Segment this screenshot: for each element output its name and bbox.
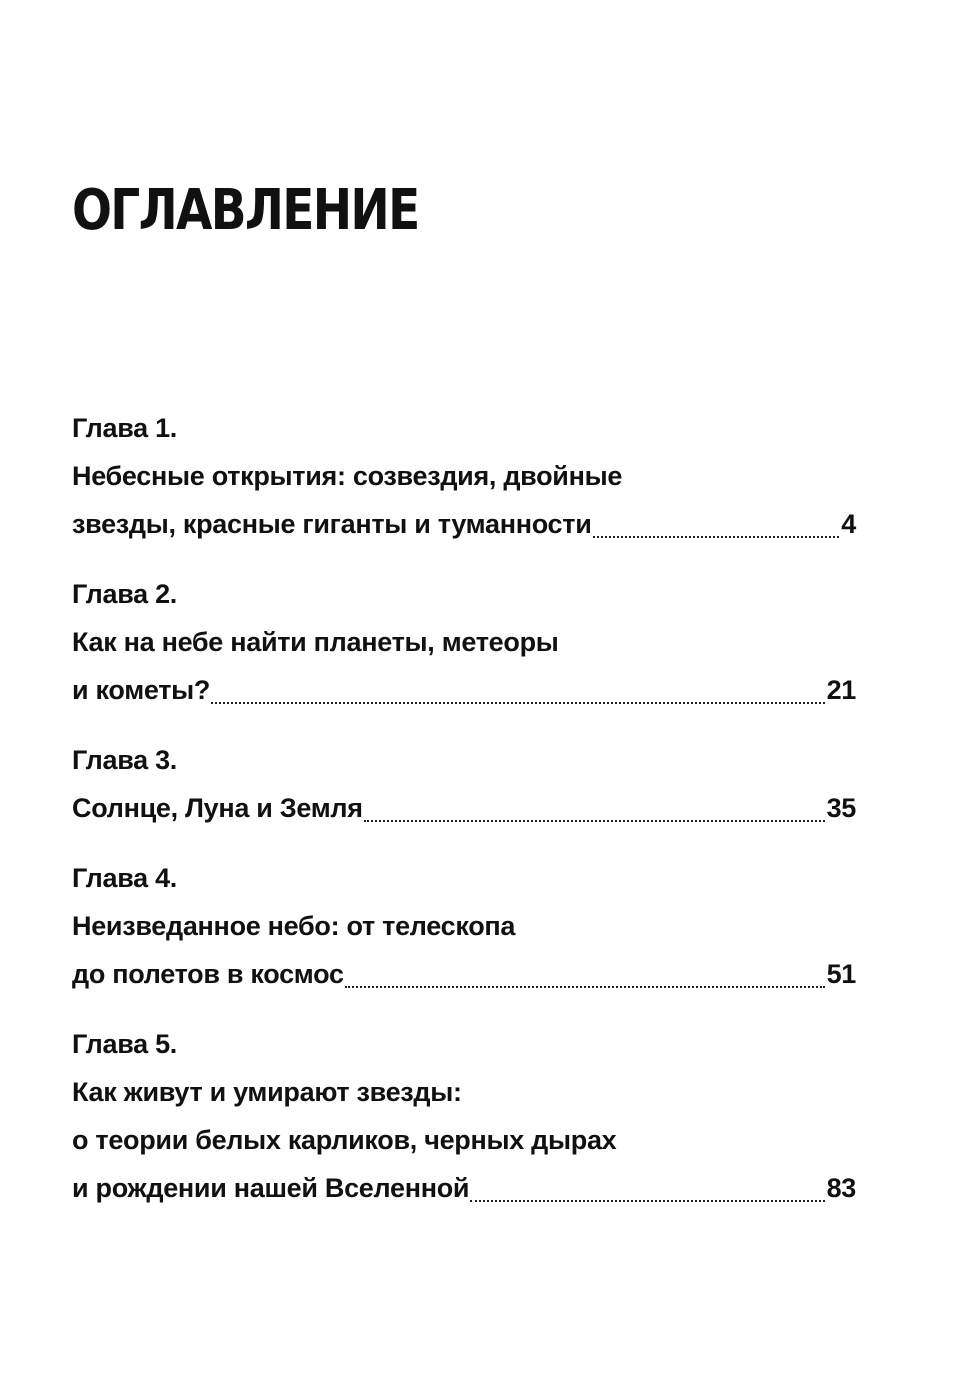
page-number: 51	[826, 959, 856, 989]
chapter-title-line: и кометы?	[72, 675, 211, 705]
chapter-title-line: о теории белых карликов, черных дырах	[72, 1125, 617, 1155]
dot-leader	[470, 1200, 824, 1202]
toc-entry-chapter-3[interactable]	[72, 736, 856, 832]
chapter-title-line: Солнце, Луна и Земля	[72, 793, 363, 823]
chapter-title-line: Как на небе найти планеты, метеоры	[72, 627, 559, 657]
chapter-title-line: до полетов в космос	[72, 959, 344, 989]
chapter-title-line: и рождении нашей Вселенной	[72, 1173, 470, 1203]
page-number: 4	[841, 509, 856, 539]
chapter-title-last-line	[72, 950, 856, 998]
chapter-title-last-line	[72, 784, 856, 832]
page-number: 35	[826, 793, 856, 823]
dot-leader	[593, 536, 840, 538]
chapter-label: Глава 3.	[72, 745, 178, 775]
chapter-title-line: Как живут и умирают звезды:	[72, 1077, 462, 1107]
chapter-label: Глава 5.	[72, 1029, 178, 1059]
chapter-title-last-line	[72, 666, 856, 714]
chapter-label: Глава 4.	[72, 863, 178, 893]
chapter-label: Глава 2.	[72, 579, 178, 609]
chapter-title-line: Небесные открытия: созвездия, двойные	[72, 461, 623, 491]
page-number: 21	[826, 675, 856, 705]
page-title: ОГЛАВЛЕНИЕ	[72, 178, 419, 243]
chapter-label: Глава 1.	[72, 413, 178, 443]
dot-leader	[364, 820, 825, 822]
toc-entry-chapter-1[interactable]	[72, 404, 856, 548]
chapter-title-line: звезды, красные гиганты и туманности	[72, 509, 592, 539]
dot-leader	[345, 986, 825, 988]
toc-entry-chapter-4[interactable]	[72, 854, 856, 998]
chapter-title-last-line	[72, 500, 856, 548]
dot-leader	[211, 702, 824, 704]
toc-entry-chapter-2[interactable]	[72, 570, 856, 714]
toc-entry-chapter-5[interactable]	[72, 1020, 856, 1212]
toc-list	[72, 404, 856, 1234]
page-number: 83	[826, 1173, 856, 1203]
chapter-title-last-line	[72, 1164, 856, 1212]
chapter-title-line: Неизведанное небо: от телескопа	[72, 911, 516, 941]
